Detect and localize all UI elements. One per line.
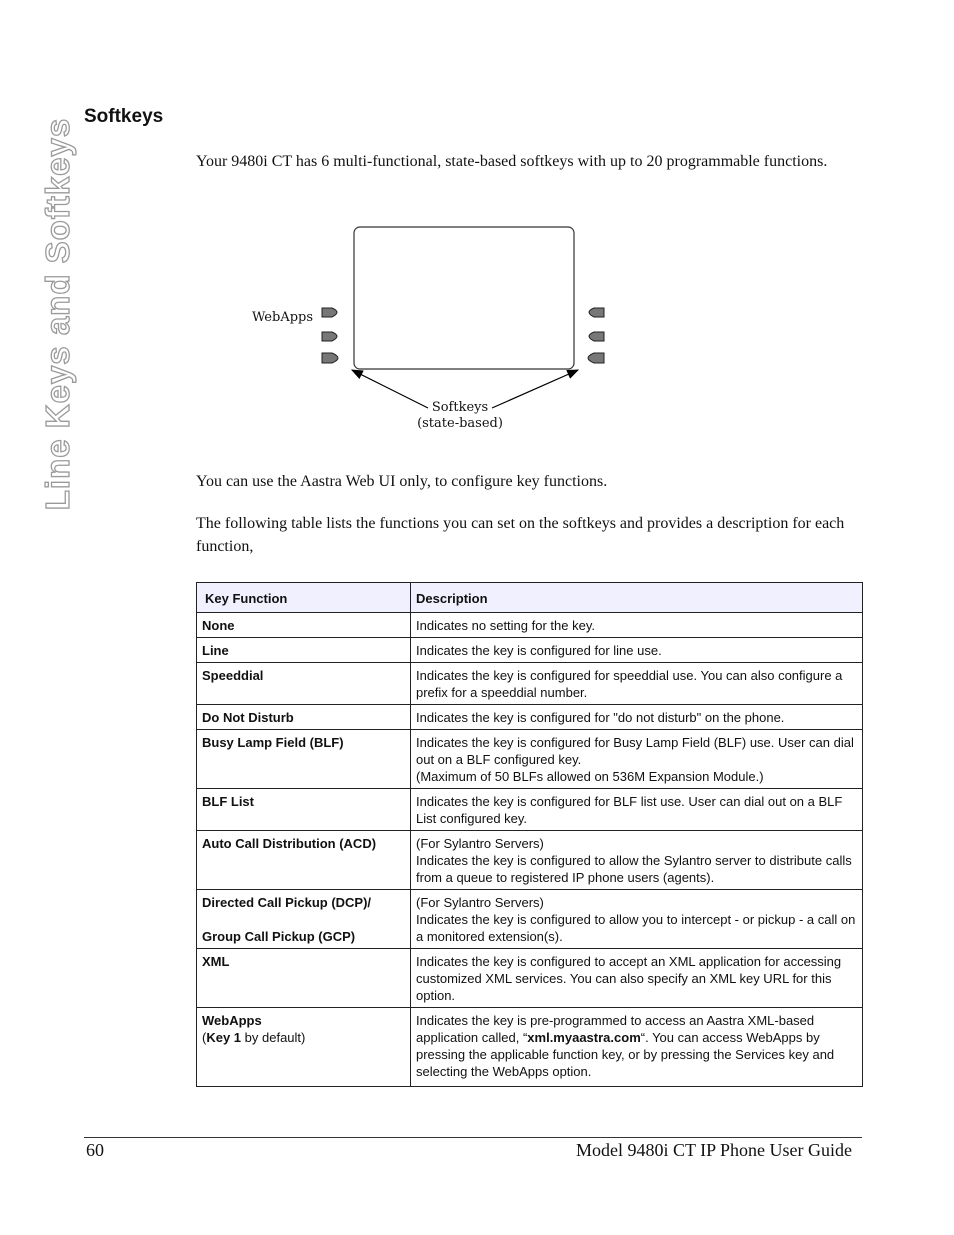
table-intro-paragraph: The following table lists the functions you can set on the softkeys and provides a description for each function, (196, 515, 845, 555)
table-row (197, 613, 863, 638)
description-cell: Indicates no setting for the key. (411, 613, 863, 638)
header-description: Description (411, 583, 863, 613)
table-row (197, 730, 863, 789)
section-title: Softkeys (84, 106, 164, 127)
key-function-cell: Speeddial (197, 663, 411, 705)
description-text: Indicates the key is configured to allow you to intercept - or pickup - a call on a monitored extension(s). (416, 912, 856, 944)
description-cell: Indicates the key is configured to accept an XML application for accessing customized XML services. You can also specify an XML key URL for this option. (411, 949, 863, 1008)
description-note: (For Sylantro Servers) (416, 895, 544, 910)
left-softkey-1 (322, 308, 337, 317)
table-header-row (197, 583, 863, 613)
description-cell: Indicates the key is configured for line use. (411, 638, 863, 663)
softkey-function-table (196, 582, 863, 1087)
side-tab-label: Line Keys and Softkeys (39, 117, 76, 511)
intro-paragraph: Your 9480i CT has 6 multi-functional, state-based softkeys with up to 20 programmable functions. (196, 153, 828, 170)
right-softkey-3 (588, 353, 604, 363)
table-row (197, 1008, 863, 1087)
header-key-function: Key Function (197, 583, 411, 613)
table-row (197, 663, 863, 705)
right-softkey-2 (589, 332, 604, 341)
key-function-cell: Do Not Disturb (197, 705, 411, 730)
phone-softkey-figure (240, 222, 620, 442)
description-cell: Indicates the key is pre-programmed to access an Aastra XML-based application called, “xml.myaastra.com“. You can access WebApps by pressing the applicable function key, or by pressing the Services key and selecting the WebApps option. (411, 1008, 863, 1087)
right-softkey-1 (589, 308, 604, 317)
webapps-callout: WebApps (252, 310, 314, 325)
key-function-cell: BLF List (197, 789, 411, 831)
left-softkey-3 (322, 353, 338, 363)
description-note: (Maximum of 50 BLFs allowed on 536M Expansion Module.) (416, 769, 764, 784)
description-note: (For Sylantro Servers) (416, 836, 544, 851)
side-tab (38, 108, 78, 520)
key-function-cell (197, 1008, 411, 1087)
description-cell (411, 831, 863, 890)
description-cell: Indicates the key is configured for BLF list use. User can dial out on a BLF List configured key. (411, 789, 863, 831)
key-function-cell: Busy Lamp Field (BLF) (197, 730, 411, 789)
table-row (197, 705, 863, 730)
left-softkey-2 (322, 332, 337, 341)
footer-rule (84, 1137, 862, 1138)
page-number: 60 (86, 1140, 104, 1160)
key-default-note: (Key 1 by default) (202, 1030, 306, 1045)
softkeys-callout (410, 400, 510, 431)
description-text: Indicates the key is configured for Busy Lamp Field (BLF) use. User can dial out on a BLF configured key. (416, 735, 854, 767)
softkeys-callout-line1: Softkeys (431, 400, 489, 415)
table-row (197, 890, 863, 949)
webapps-url: xml.myaastra.com (527, 1030, 641, 1045)
table-row (197, 638, 863, 663)
description-cell (411, 890, 863, 949)
table-row (197, 831, 863, 890)
description-text: Indicates the key is configured to allow the Sylantro server to distribute calls from a queue to registered IP phone users (agents). (416, 853, 852, 885)
web-ui-paragraph: You can use the Aastra Web UI only, to configure key functions. (196, 473, 608, 490)
description-cell (411, 730, 863, 789)
key-function-cell: None (197, 613, 411, 638)
key-function-cell: Line (197, 638, 411, 663)
key-function-cell (197, 890, 411, 949)
description-cell: Indicates the key is configured for "do not disturb" on the phone. (411, 705, 863, 730)
key-function-line: Directed Call Pickup (DCP)/ (202, 895, 372, 910)
softkeys-callout-line2: (state-based) (417, 416, 503, 431)
key-function-line: WebApps (202, 1013, 262, 1028)
key-function-line: Group Call Pickup (GCP) (202, 929, 356, 944)
key-function-cell: Auto Call Distribution (ACD) (197, 831, 411, 890)
key-function-cell: XML (197, 949, 411, 1008)
table-row (197, 949, 863, 1008)
table-row (197, 789, 863, 831)
guide-title: Model 9480i CT IP Phone User Guide (576, 1140, 852, 1160)
phone-display-screen (354, 227, 574, 369)
description-cell: Indicates the key is configured for speeddial use. You can also configure a prefix for a speeddial number. (411, 663, 863, 705)
